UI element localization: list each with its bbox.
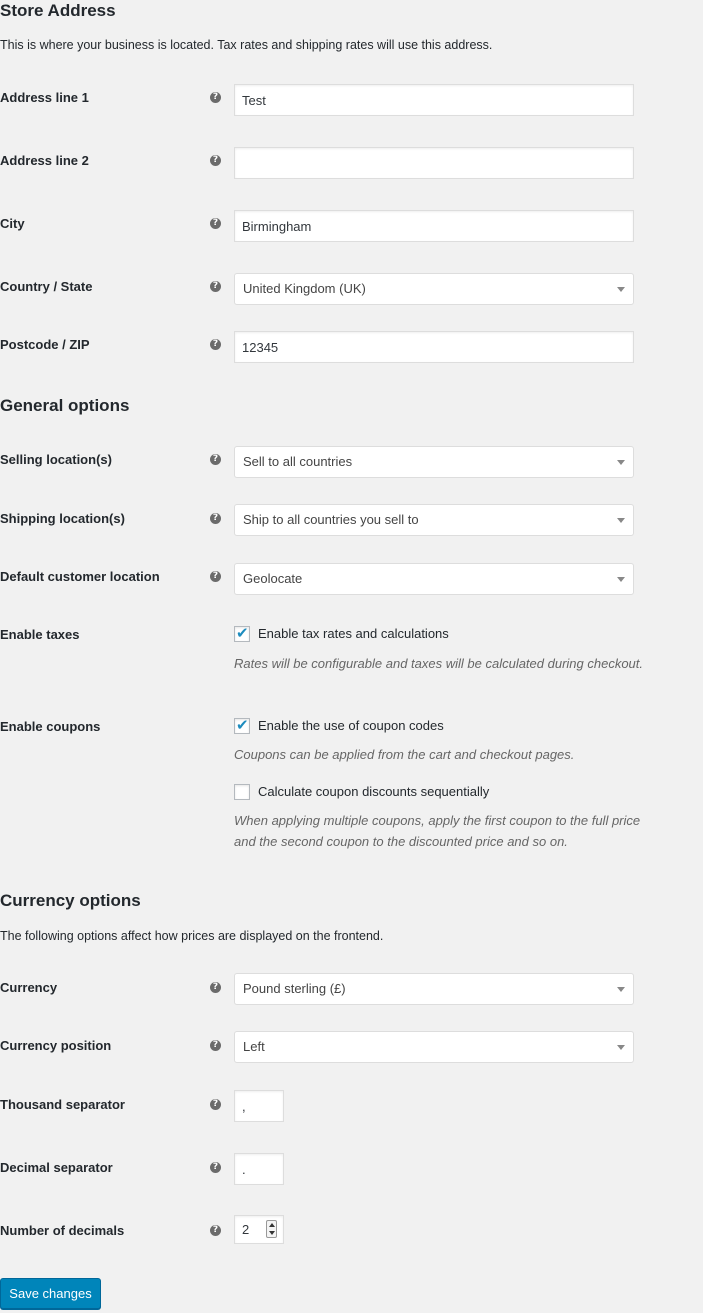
help-icon[interactable]: ? [210, 1162, 221, 1173]
selling-locations-label: Selling location(s) [0, 452, 112, 467]
sequential-coupons-checkbox-label[interactable]: Calculate coupon discounts sequentially [258, 784, 490, 799]
chevron-down-icon [617, 460, 625, 465]
number-of-decimals-field[interactable] [234, 1215, 284, 1244]
general-options-heading: General options [0, 396, 130, 415]
postcode-field[interactable] [234, 331, 634, 363]
postcode-label: Postcode / ZIP [0, 337, 90, 352]
country-state-select[interactable] [234, 273, 634, 305]
decimal-separator-field[interactable] [234, 1153, 284, 1185]
currency-options-description: The following options affect how prices are displayed on the frontend. [0, 929, 384, 943]
save-changes-button[interactable]: Save changes [0, 1278, 101, 1309]
sequential-coupons-note-line-2: and the second coupon to the discounted price and so on. [234, 834, 568, 849]
help-icon[interactable]: ? [210, 513, 221, 524]
postcode-input[interactable] [235, 332, 633, 362]
chevron-down-icon [617, 518, 625, 523]
default-customer-location-label: Default customer location [0, 569, 160, 584]
selling-locations-value: Sell to all countries [243, 454, 353, 469]
country-state-value: United Kingdom (UK) [243, 281, 366, 296]
help-icon[interactable]: ? [210, 571, 221, 582]
enable-taxes-checkbox-label[interactable]: Enable tax rates and calculations [258, 626, 449, 641]
currency-select[interactable] [234, 973, 634, 1005]
help-icon[interactable]: ? [210, 218, 221, 229]
address-line-1-field[interactable] [234, 84, 634, 116]
address-line-2-label: Address line 2 [0, 153, 89, 168]
enable-coupons-note: Coupons can be applied from the cart and checkout pages. [234, 747, 575, 762]
spinner-arrows-icon[interactable] [266, 1220, 277, 1238]
checkmark-icon: ✔ [236, 716, 249, 734]
city-field[interactable] [234, 210, 634, 242]
default-customer-location-value: Geolocate [243, 571, 303, 586]
chevron-down-icon [617, 287, 625, 292]
store-address-description: This is where your business is located. Tax rates and shipping rates will use this address. [0, 38, 493, 52]
help-icon[interactable]: ? [210, 339, 221, 350]
city-input[interactable] [235, 211, 633, 241]
enable-taxes-note: Rates will be configurable and taxes will be calculated during checkout. [234, 656, 644, 671]
address-line-2-input[interactable] [235, 148, 633, 178]
chevron-down-icon [617, 577, 625, 582]
country-state-label: Country / State [0, 279, 93, 294]
chevron-down-icon [617, 987, 625, 992]
store-address-heading: Store Address [0, 1, 116, 20]
checkmark-icon: ✔ [236, 624, 249, 642]
number-of-decimals-label: Number of decimals [0, 1223, 125, 1238]
help-icon[interactable]: ? [210, 1099, 221, 1110]
help-icon[interactable]: ? [210, 982, 221, 993]
city-label: City [0, 216, 25, 231]
address-line-1-input[interactable] [235, 85, 633, 115]
enable-taxes-label: Enable taxes [0, 627, 80, 642]
decimal-separator-label: Decimal separator [0, 1160, 113, 1175]
thousand-separator-label: Thousand separator [0, 1097, 125, 1112]
help-icon[interactable]: ? [210, 155, 221, 166]
shipping-locations-value: Ship to all countries you sell to [243, 512, 419, 527]
address-line-2-field[interactable] [234, 147, 634, 179]
currency-position-select[interactable] [234, 1031, 634, 1063]
sequential-coupons-checkbox[interactable] [234, 784, 250, 800]
thousand-separator-field[interactable] [234, 1090, 284, 1122]
selling-locations-select[interactable] [234, 446, 634, 478]
shipping-locations-label: Shipping location(s) [0, 511, 125, 526]
enable-coupons-checkbox-label[interactable]: Enable the use of coupon codes [258, 718, 444, 733]
chevron-down-icon [617, 1045, 625, 1050]
enable-coupons-label: Enable coupons [0, 719, 101, 734]
currency-value: Pound sterling (£) [243, 981, 346, 996]
address-line-1-label: Address line 1 [0, 90, 89, 105]
shipping-locations-select[interactable] [234, 504, 634, 536]
thousand-separator-input[interactable] [235, 1091, 283, 1121]
currency-position-label: Currency position [0, 1038, 112, 1053]
currency-label: Currency [0, 980, 58, 995]
enable-taxes-checkbox[interactable] [234, 626, 250, 642]
sequential-coupons-note-line-1: When applying multiple coupons, apply the first coupon to the full price [234, 813, 641, 828]
help-icon[interactable]: ? [210, 454, 221, 465]
help-icon[interactable]: ? [210, 1225, 221, 1236]
enable-coupons-checkbox[interactable] [234, 718, 250, 734]
help-icon[interactable]: ? [210, 281, 221, 292]
currency-position-value: Left [243, 1039, 265, 1054]
decimal-separator-input[interactable] [235, 1154, 283, 1184]
help-icon[interactable]: ? [210, 1040, 221, 1051]
default-customer-location-select[interactable] [234, 563, 634, 595]
help-icon[interactable]: ? [210, 92, 221, 103]
currency-options-heading: Currency options [0, 891, 141, 910]
